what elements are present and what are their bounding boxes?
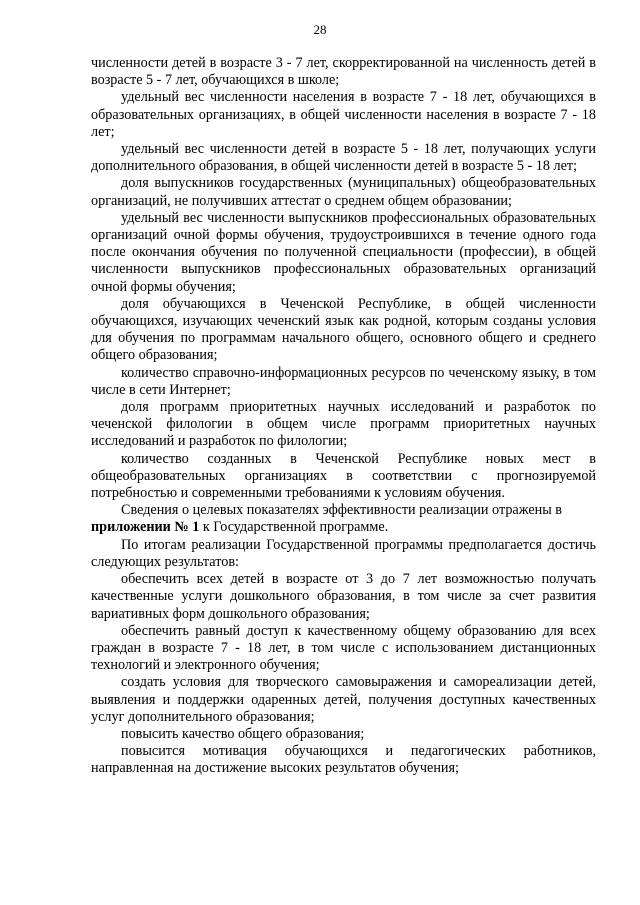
appendix-link-text: приложении № 1 [91,519,200,536]
paragraph: обеспечить равный доступ к качественному общему образованию для всех граждан в возрасте 7 - 18 лет, в том числе с использованием дистанционных технологий и электронного обучения; [91,622,596,674]
body-text [91,55,596,778]
paragraph: количество созданных в Чеченской Республике новых мест в общеобразовательных организациях в соответствии с прогнозируемой потребностью и современными требованиями к условиям обучения. [91,450,596,502]
paragraph: доля обучающихся в Чеченской Республике, в общей численности обучающихся, изучающих чеченский язык как родной, которым созданы условия для обучения по программам начального общего, основного общего и среднего общего образования; [91,295,596,364]
paragraph: доля выпускников государственных (муниципальных) общеобразовательных организаций, не получивших аттестат о среднем общем образовании; [91,175,596,209]
paragraph-text-tail: к Государственной программе. [199,519,389,536]
paragraph-text: Сведения о целевых показателях эффективности реализации отражены в [121,502,562,519]
paragraph: повысится мотивация обучающихся и педагогических работников, направленная на достижение высоких результатов обучения; [91,743,596,777]
paragraph: повысить качество общего образования; [121,725,365,742]
page-number: 28 [313,22,327,37]
paragraph: создать условия для творческого самовыражения и самореализации детей, выявления и поддержки одаренных детей, получения доступных качественных услуг дополнительного образования; [91,674,596,725]
paragraph: обеспечить всех детей в возрасте от 3 до 7 лет возможностью получать качественные услуги дошкольного образования, в том числе за счет развития вариативных форм дошкольного образования; [91,571,596,622]
paragraph: количество справочно-информационных ресурсов по чеченскому языку, в том числе в сети Интернет; [91,364,596,398]
paragraph: удельный вес численности детей в возрасте 5 - 18 лет, получающих услуги дополнительного образования, в общей численности детей в возрасте 5 - 18 лет; [91,141,596,175]
paragraph-appendix-reference [91,502,596,536]
paragraph: удельный вес численности выпускников профессиональных образовательных организаций очной формы обучения, трудоустроившихся в течение одного года после окончания обучения по полученной специальности (профессии), в общей численности выпускников профессиональных образовательных организаций очной формы обучения; [91,209,596,295]
paragraph: По итогам реализации Государственной программы предполагается достичь следующих результатов: [91,536,596,570]
paragraph: доля программ приоритетных научных исследований и разработок по чеченской филологии в общем числе программ приоритетных научных исследований и разработок по филологии; [91,399,596,450]
paragraph: численности детей в возрасте 3 - 7 лет, скорректированной на численность детей в возрасте 5 - 7 лет, обучающихся в школе; [91,55,596,89]
paragraph: удельный вес численности населения в возрасте 7 - 18 лет, обучающихся в образовательных организациях, в общей численности населения в возрасте 7 - 18 лет; [91,89,596,140]
